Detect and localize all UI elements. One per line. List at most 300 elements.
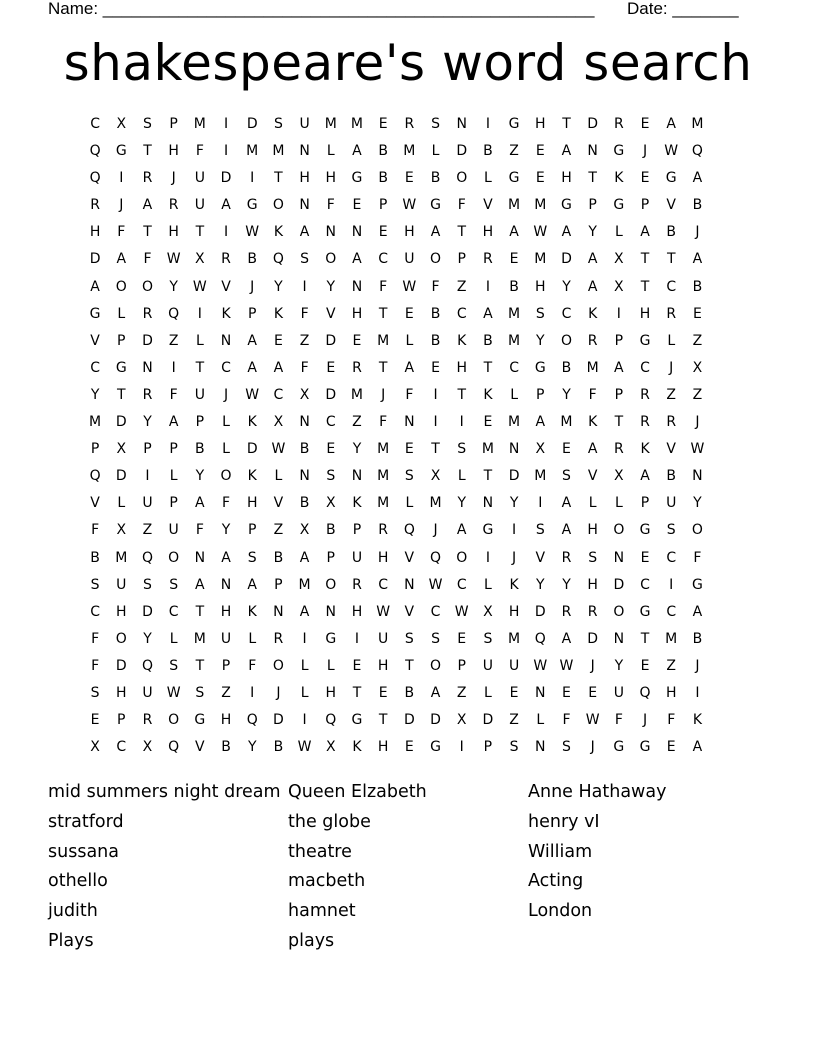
grid-letter[interactable]: P [640, 197, 650, 214]
grid-letter[interactable]: M [377, 468, 390, 485]
grid-letter[interactable]: A [195, 576, 205, 593]
grid-letter[interactable]: E [640, 549, 650, 566]
grid-letter[interactable]: A [692, 170, 703, 187]
grid-letter[interactable]: A [195, 495, 205, 512]
grid-letter[interactable]: M [691, 116, 704, 132]
grid-letter[interactable]: Z [168, 332, 179, 349]
grid-letter[interactable]: M [508, 332, 521, 349]
grid-letter[interactable]: R [666, 414, 677, 431]
grid-letter[interactable]: D [115, 468, 127, 485]
grid-letter[interactable]: E [640, 116, 650, 132]
grid-letter[interactable]: P [117, 332, 126, 349]
grid-letter[interactable]: M [534, 251, 547, 268]
grid-letter[interactable]: G [665, 170, 677, 187]
grid-letter[interactable]: F [169, 386, 178, 403]
grid-letter[interactable]: E [378, 224, 388, 241]
grid-letter[interactable]: S [535, 522, 545, 539]
grid-letter[interactable]: A [352, 251, 362, 268]
grid-letter[interactable]: A [247, 359, 257, 376]
grid-letter[interactable]: S [562, 739, 571, 756]
grid-letter[interactable]: P [169, 116, 178, 132]
grid-letter[interactable]: R [168, 197, 179, 214]
grid-letter[interactable]: N [194, 549, 206, 566]
grid-letter[interactable]: M [350, 386, 364, 403]
name-field-label[interactable]: Name: ____________________________________________________ [48, 0, 595, 18]
grid-letter[interactable]: D [142, 603, 153, 620]
grid-letter[interactable]: X [483, 603, 493, 620]
grid-letter[interactable]: A [561, 224, 572, 241]
grid-letter[interactable]: P [247, 305, 257, 322]
grid-letter[interactable]: G [508, 170, 520, 187]
grid-letter[interactable]: B [509, 278, 519, 295]
grid-letter[interactable]: F [379, 414, 388, 431]
grid-letter[interactable]: G [325, 630, 337, 647]
grid-letter[interactable]: R [352, 359, 362, 376]
grid-letter[interactable]: J [119, 197, 124, 214]
grid-letter[interactable]: O [141, 278, 153, 295]
grid-letter[interactable]: C [430, 603, 441, 620]
grid-letter[interactable]: Y [274, 278, 283, 295]
grid-letter[interactable]: I [485, 278, 490, 295]
grid-letter[interactable]: D [587, 630, 599, 647]
grid-letter[interactable]: N [299, 197, 310, 214]
grid-letter[interactable]: I [197, 305, 202, 322]
grid-letter[interactable]: Y [90, 386, 100, 403]
grid-letter[interactable]: F [457, 197, 466, 214]
grid-letter[interactable]: M [298, 576, 311, 593]
grid-letter[interactable]: X [142, 739, 153, 756]
grid-letter[interactable]: Y [614, 657, 624, 674]
grid-letter[interactable]: A [90, 278, 100, 295]
grid-letter[interactable]: Y [693, 495, 702, 512]
grid-letter[interactable]: M [508, 630, 521, 647]
grid-letter[interactable]: L [169, 630, 178, 647]
grid-letter[interactable]: D [273, 712, 284, 729]
grid-letter[interactable]: K [692, 712, 702, 729]
grid-letter[interactable]: H [665, 684, 677, 701]
grid-letter[interactable]: C [378, 251, 389, 268]
grid-letter[interactable]: K [273, 305, 283, 322]
grid-letter[interactable]: H [535, 116, 546, 132]
grid-letter[interactable]: L [431, 143, 440, 160]
grid-letter[interactable]: B [299, 495, 310, 512]
grid-letter[interactable]: S [143, 576, 152, 593]
grid-letter[interactable]: E [457, 630, 467, 647]
grid-letter[interactable]: K [588, 305, 598, 322]
grid-letter[interactable]: Q [691, 143, 703, 160]
grid-letter[interactable]: I [485, 116, 490, 132]
grid-letter[interactable]: B [430, 170, 441, 187]
grid-letter[interactable]: S [509, 739, 519, 756]
grid-letter[interactable]: P [117, 712, 126, 729]
grid-letter[interactable]: E [90, 712, 100, 729]
grid-letter[interactable]: A [561, 495, 572, 512]
grid-letter[interactable]: D [142, 332, 153, 349]
grid-letter[interactable]: L [222, 441, 230, 458]
grid-letter[interactable]: E [562, 684, 571, 701]
grid-letter[interactable]: F [222, 495, 231, 512]
grid-letter[interactable]: T [352, 684, 362, 701]
grid-letter[interactable]: I [223, 224, 229, 241]
grid-letter[interactable]: A [142, 197, 153, 214]
grid-letter[interactable]: T [378, 712, 388, 729]
grid-letter[interactable]: M [508, 414, 521, 431]
grid-letter[interactable]: P [483, 739, 493, 756]
grid-letter[interactable]: P [195, 414, 205, 431]
grid-letter[interactable]: V [587, 468, 598, 485]
grid-letter[interactable]: F [300, 305, 309, 322]
grid-letter[interactable]: A [116, 251, 127, 268]
grid-letter[interactable]: M [534, 468, 547, 485]
grid-letter[interactable]: Z [273, 522, 284, 539]
grid-letter[interactable]: U [116, 576, 127, 593]
grid-letter[interactable]: N [220, 576, 232, 593]
grid-letter[interactable]: A [273, 359, 284, 376]
grid-letter[interactable]: G [691, 576, 703, 593]
grid-letter[interactable]: P [143, 441, 152, 458]
grid-letter[interactable]: M [377, 332, 390, 349]
grid-letter[interactable]: U [482, 657, 494, 674]
grid-letter[interactable]: R [142, 712, 153, 729]
grid-letter[interactable]: V [273, 495, 284, 512]
grid-letter[interactable]: Y [143, 630, 152, 647]
grid-letter[interactable]: I [512, 522, 517, 539]
grid-letter[interactable]: A [614, 359, 624, 376]
grid-letter[interactable]: R [613, 441, 624, 458]
grid-letter[interactable]: C [378, 576, 389, 593]
grid-letter[interactable]: U [378, 630, 389, 647]
grid-letter[interactable]: I [119, 170, 124, 187]
grid-letter[interactable]: N [351, 224, 363, 241]
grid-letter[interactable]: T [640, 630, 650, 647]
grid-letter[interactable]: E [483, 414, 493, 431]
grid-letter[interactable]: M [350, 116, 364, 132]
grid-letter[interactable]: E [588, 684, 598, 701]
grid-letter[interactable]: X [535, 441, 546, 458]
grid-letter[interactable]: M [403, 143, 416, 160]
grid-letter[interactable]: M [665, 630, 678, 647]
grid-letter[interactable]: H [325, 684, 337, 701]
grid-letter[interactable]: O [325, 576, 337, 593]
grid-letter[interactable]: N [299, 143, 310, 160]
grid-letter[interactable]: I [250, 170, 255, 187]
grid-letter[interactable]: G [613, 143, 625, 160]
grid-letter[interactable]: B [692, 630, 703, 647]
grid-letter[interactable]: L [326, 143, 335, 160]
grid-letter[interactable]: N [613, 630, 625, 647]
grid-letter[interactable]: E [378, 116, 388, 132]
grid-letter[interactable]: W [690, 441, 705, 458]
grid-letter[interactable]: O [115, 278, 127, 295]
grid-letter[interactable]: A [587, 251, 598, 268]
grid-letter[interactable]: L [117, 495, 126, 512]
grid-letter[interactable]: R [587, 603, 598, 620]
grid-letter[interactable]: W [192, 278, 207, 295]
grid-letter[interactable]: I [223, 116, 229, 132]
grid-letter[interactable]: Y [352, 441, 362, 458]
grid-letter[interactable]: T [457, 386, 466, 403]
grid-letter[interactable]: W [533, 224, 548, 241]
grid-letter[interactable]: H [351, 305, 363, 322]
grid-letter[interactable]: J [590, 657, 595, 674]
grid-letter[interactable]: O [220, 468, 232, 485]
grid-letter[interactable]: T [457, 224, 466, 241]
grid-letter[interactable]: G [246, 197, 258, 214]
grid-letter[interactable]: C [221, 359, 231, 376]
grid-letter[interactable]: L [248, 630, 257, 647]
grid-letter[interactable]: P [536, 386, 545, 403]
grid-letter[interactable]: K [352, 739, 362, 756]
grid-letter[interactable]: C [456, 576, 467, 593]
grid-letter[interactable]: I [223, 143, 229, 160]
grid-letter[interactable]: G [194, 712, 206, 729]
grid-letter[interactable]: A [221, 197, 231, 214]
grid-letter[interactable]: T [405, 657, 414, 674]
grid-letter[interactable]: S [431, 630, 440, 647]
grid-letter[interactable]: R [273, 630, 284, 647]
grid-letter[interactable]: Z [692, 386, 703, 403]
grid-letter[interactable]: I [302, 712, 307, 729]
grid-letter[interactable]: H [168, 224, 179, 241]
grid-letter[interactable]: M [429, 495, 442, 512]
grid-letter[interactable]: Z [509, 143, 519, 160]
grid-letter[interactable]: R [352, 576, 362, 593]
grid-letter[interactable]: T [431, 441, 440, 458]
grid-letter[interactable]: D [220, 170, 232, 187]
grid-letter[interactable]: H [587, 576, 598, 593]
grid-letter[interactable]: I [171, 359, 176, 376]
grid-letter[interactable]: N [404, 414, 415, 431]
grid-letter[interactable]: T [614, 414, 624, 431]
grid-letter[interactable]: E [352, 657, 362, 674]
grid-letter[interactable]: M [481, 441, 494, 458]
grid-letter[interactable]: D [246, 116, 258, 132]
grid-letter[interactable]: E [326, 441, 336, 458]
grid-letter[interactable]: U [194, 386, 205, 403]
grid-letter[interactable]: N [587, 143, 598, 160]
grid-letter[interactable]: Q [325, 712, 337, 729]
grid-letter[interactable]: T [640, 251, 650, 268]
grid-letter[interactable]: G [613, 197, 625, 214]
grid-letter[interactable]: S [273, 116, 283, 132]
grid-letter[interactable]: C [90, 603, 100, 620]
grid-letter[interactable]: B [378, 170, 388, 187]
grid-letter[interactable]: J [276, 684, 281, 701]
grid-letter[interactable]: Q [89, 143, 101, 160]
grid-letter[interactable]: A [247, 576, 257, 593]
grid-letter[interactable]: B [247, 251, 258, 268]
grid-letter[interactable]: Z [692, 332, 703, 349]
grid-letter[interactable]: F [143, 251, 152, 268]
grid-letter[interactable]: O [168, 712, 180, 729]
grid-letter[interactable]: L [484, 576, 492, 593]
grid-letter[interactable]: X [116, 522, 127, 539]
grid-letter[interactable]: K [247, 603, 257, 620]
grid-letter[interactable]: B [430, 332, 441, 349]
grid-letter[interactable]: P [614, 332, 624, 349]
grid-letter[interactable]: N [535, 684, 546, 701]
grid-letter[interactable]: Z [299, 332, 310, 349]
grid-letter[interactable]: B [483, 143, 493, 160]
grid-letter[interactable]: T [378, 305, 388, 322]
grid-letter[interactable]: W [402, 278, 417, 295]
grid-letter[interactable]: V [90, 495, 100, 512]
grid-letter[interactable]: B [692, 197, 703, 214]
grid-letter[interactable]: V [325, 305, 336, 322]
grid-letter[interactable]: D [482, 712, 494, 729]
grid-letter[interactable]: F [91, 522, 100, 539]
grid-letter[interactable]: Y [536, 332, 545, 349]
grid-letter[interactable]: N [535, 739, 546, 756]
grid-letter[interactable]: H [377, 549, 389, 566]
grid-letter[interactable]: A [692, 603, 703, 620]
grid-letter[interactable]: M [586, 359, 599, 376]
grid-letter[interactable]: Q [89, 468, 101, 485]
grid-letter[interactable]: D [325, 332, 337, 349]
grid-letter[interactable]: H [325, 170, 337, 187]
grid-letter[interactable]: J [695, 414, 700, 431]
grid-letter[interactable]: N [692, 468, 703, 485]
grid-letter[interactable]: H [351, 603, 363, 620]
grid-letter[interactable]: U [142, 684, 153, 701]
grid-letter[interactable]: H [377, 739, 389, 756]
grid-letter[interactable]: I [145, 468, 150, 485]
grid-letter[interactable]: S [300, 251, 310, 268]
grid-letter[interactable]: L [614, 495, 623, 512]
grid-letter[interactable]: S [404, 468, 414, 485]
grid-letter[interactable]: M [89, 414, 102, 431]
grid-letter[interactable]: V [90, 332, 100, 349]
grid-letter[interactable]: U [666, 495, 677, 512]
grid-letter[interactable]: K [640, 441, 650, 458]
grid-letter[interactable]: S [195, 684, 205, 701]
grid-letter[interactable]: B [430, 305, 441, 322]
grid-letter[interactable]: J [512, 549, 517, 566]
grid-letter[interactable]: W [166, 684, 181, 701]
grid-letter[interactable]: F [195, 522, 204, 539]
grid-letter[interactable]: C [456, 305, 467, 322]
grid-letter[interactable]: W [559, 657, 574, 674]
grid-letter[interactable]: T [195, 224, 205, 241]
grid-letter[interactable]: P [247, 522, 257, 539]
grid-letter[interactable]: J [381, 386, 386, 403]
grid-letter[interactable]: H [561, 170, 572, 187]
grid-letter[interactable]: R [640, 414, 650, 431]
grid-letter[interactable]: N [299, 468, 310, 485]
grid-letter[interactable]: V [535, 549, 546, 566]
grid-letter[interactable]: D [115, 657, 127, 674]
grid-letter[interactable]: D [246, 441, 258, 458]
grid-letter[interactable]: P [614, 386, 624, 403]
grid-letter[interactable]: X [692, 359, 703, 376]
grid-letter[interactable]: I [538, 495, 543, 512]
grid-letter[interactable]: R [561, 549, 572, 566]
grid-letter[interactable]: E [404, 170, 414, 187]
grid-letter[interactable]: J [433, 522, 438, 539]
grid-letter[interactable]: L [588, 495, 597, 512]
grid-letter[interactable]: W [271, 441, 286, 458]
grid-letter[interactable]: T [195, 603, 205, 620]
grid-letter[interactable]: W [402, 197, 417, 214]
grid-letter[interactable]: N [299, 414, 310, 431]
grid-letter[interactable]: F [588, 386, 597, 403]
grid-letter[interactable]: B [483, 332, 493, 349]
grid-letter[interactable]: U [613, 684, 624, 701]
grid-letter[interactable]: R [666, 305, 677, 322]
grid-letter[interactable]: I [354, 630, 360, 647]
grid-letter[interactable]: F [667, 712, 676, 729]
grid-letter[interactable]: G [89, 305, 101, 322]
grid-letter[interactable]: Y [221, 522, 231, 539]
grid-letter[interactable]: T [588, 170, 597, 187]
grid-letter[interactable]: H [456, 359, 467, 376]
grid-letter[interactable]: B [221, 739, 231, 756]
grid-letter[interactable]: U [142, 495, 153, 512]
grid-letter[interactable]: F [405, 386, 414, 403]
grid-letter[interactable]: M [534, 197, 547, 214]
grid-letter[interactable]: D [508, 468, 520, 485]
grid-letter[interactable]: K [614, 170, 624, 187]
grid-letter[interactable]: O [168, 549, 180, 566]
grid-letter[interactable]: G [482, 522, 494, 539]
grid-letter[interactable]: E [692, 305, 702, 322]
grid-letter[interactable]: A [430, 684, 441, 701]
grid-letter[interactable]: M [193, 630, 206, 647]
grid-letter[interactable]: B [561, 359, 572, 376]
grid-letter[interactable]: L [457, 468, 466, 485]
grid-letter[interactable]: N [456, 116, 467, 132]
grid-letter[interactable]: W [454, 603, 469, 620]
grid-letter[interactable]: I [485, 549, 490, 566]
grid-letter[interactable]: N [273, 603, 284, 620]
grid-letter[interactable]: E [640, 170, 650, 187]
grid-letter[interactable]: S [326, 468, 336, 485]
grid-letter[interactable]: L [117, 305, 126, 322]
grid-letter[interactable]: H [587, 522, 598, 539]
grid-letter[interactable]: A [404, 359, 415, 376]
grid-letter[interactable]: B [195, 441, 205, 458]
grid-letter[interactable]: Q [430, 549, 442, 566]
grid-letter[interactable]: Q [272, 251, 284, 268]
grid-letter[interactable]: A [247, 332, 257, 349]
grid-letter[interactable]: D [325, 386, 337, 403]
grid-letter[interactable]: T [195, 359, 205, 376]
grid-letter[interactable]: T [640, 278, 650, 295]
grid-letter[interactable]: H [404, 224, 415, 241]
grid-letter[interactable]: E [509, 684, 519, 701]
grid-letter[interactable]: S [457, 441, 467, 458]
grid-letter[interactable]: S [90, 684, 100, 701]
grid-letter[interactable]: X [325, 739, 336, 756]
grid-letter[interactable]: A [168, 414, 179, 431]
grid-letter[interactable]: T [274, 170, 283, 187]
grid-letter[interactable]: P [457, 657, 466, 674]
grid-letter[interactable]: D [403, 712, 415, 729]
grid-letter[interactable]: B [90, 549, 100, 566]
grid-letter[interactable]: P [169, 495, 178, 512]
grid-letter[interactable]: O [115, 630, 127, 647]
grid-letter[interactable]: R [613, 116, 624, 132]
grid-letter[interactable]: X [614, 468, 624, 485]
grid-letter[interactable]: V [666, 197, 676, 214]
grid-letter[interactable]: H [220, 712, 232, 729]
grid-letter[interactable]: R [221, 251, 231, 268]
grid-letter[interactable]: G [561, 197, 572, 214]
grid-letter[interactable]: V [404, 603, 415, 620]
grid-letter[interactable]: C [325, 414, 336, 431]
grid-letter[interactable]: G [351, 712, 363, 729]
grid-letter[interactable]: Z [221, 684, 231, 701]
